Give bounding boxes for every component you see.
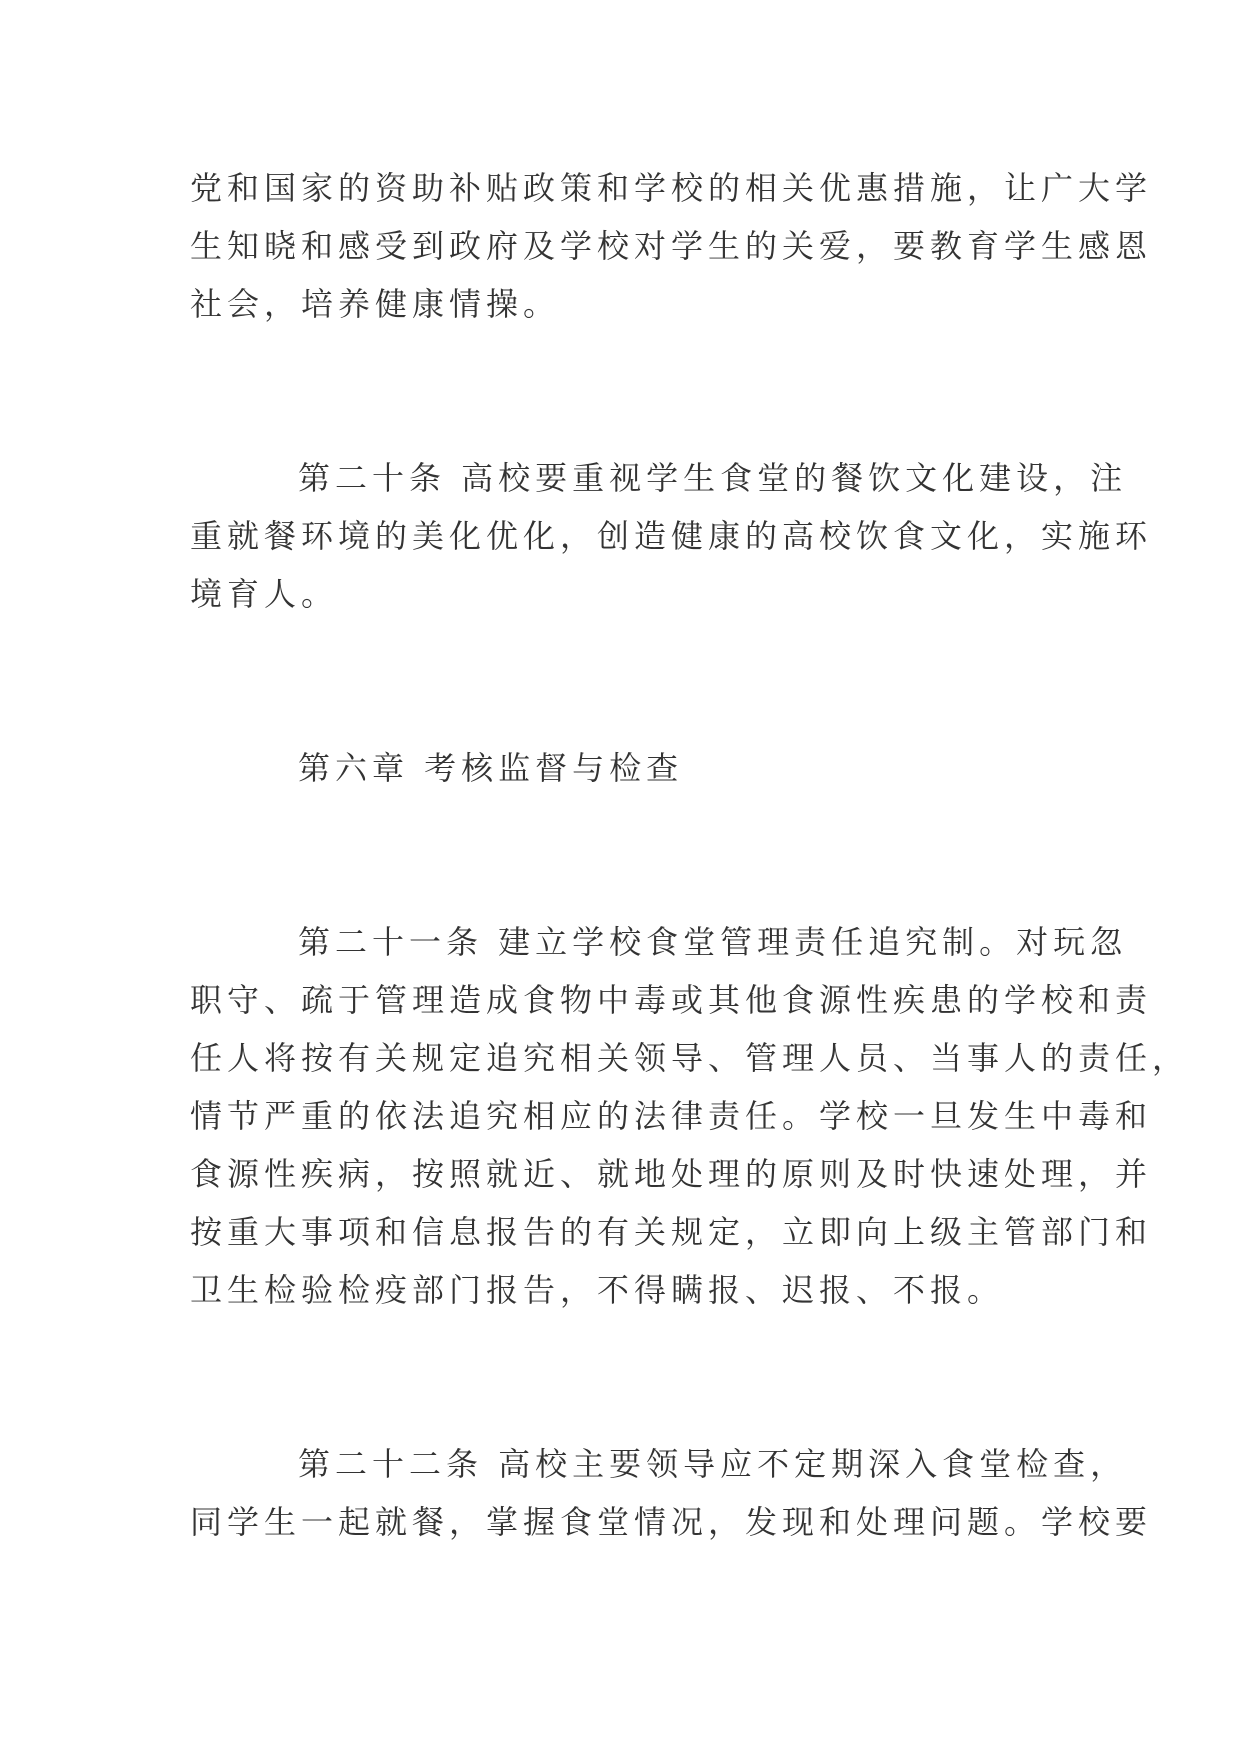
article-20-heading-line: 第二十条 高校要重视学生食堂的餐饮文化建设，注 (298, 459, 1128, 497)
text-line: 社会，培养健康情操。 (190, 285, 561, 323)
text-line: 卫生检验检疫部门报告，不得瞒报、迟报、不报。 (190, 1271, 1005, 1309)
text-line: 按重大事项和信息报告的有关规定，立即向上级主管部门和 (190, 1213, 1153, 1251)
text-line: 同学生一起就餐，掌握食堂情况，发现和处理问题。学校要 (190, 1503, 1153, 1541)
text-line: 境育人。 (190, 575, 339, 613)
text-line: 生知晓和感受到政府及学校对学生的关爱，要教育学生感恩 (190, 227, 1153, 265)
text-line: 党和国家的资助补贴政策和学校的相关优惠措施，让广大学 (190, 169, 1153, 207)
text-line: 任人将按有关规定追究相关领导、管理人员、当事人的责任， (190, 1039, 1190, 1077)
text-line: 食源性疾病，按照就近、就地处理的原则及时快速处理，并 (190, 1155, 1153, 1193)
article-21-heading-line: 第二十一条 建立学校食堂管理责任追究制。对玩忽 (298, 923, 1128, 961)
text-line: 职守、疏于管理造成食物中毒或其他食源性疾患的学校和责 (190, 981, 1153, 1019)
article-22-heading-line: 第二十二条 高校主要领导应不定期深入食堂检查， (298, 1445, 1128, 1483)
text-line: 情节严重的依法追究相应的法律责任。学校一旦发生中毒和 (190, 1097, 1153, 1135)
chapter-6-title: 第六章 考核监督与检查 (298, 749, 684, 787)
text-line: 重就餐环境的美化优化，创造健康的高校饮食文化，实施环 (190, 517, 1153, 555)
